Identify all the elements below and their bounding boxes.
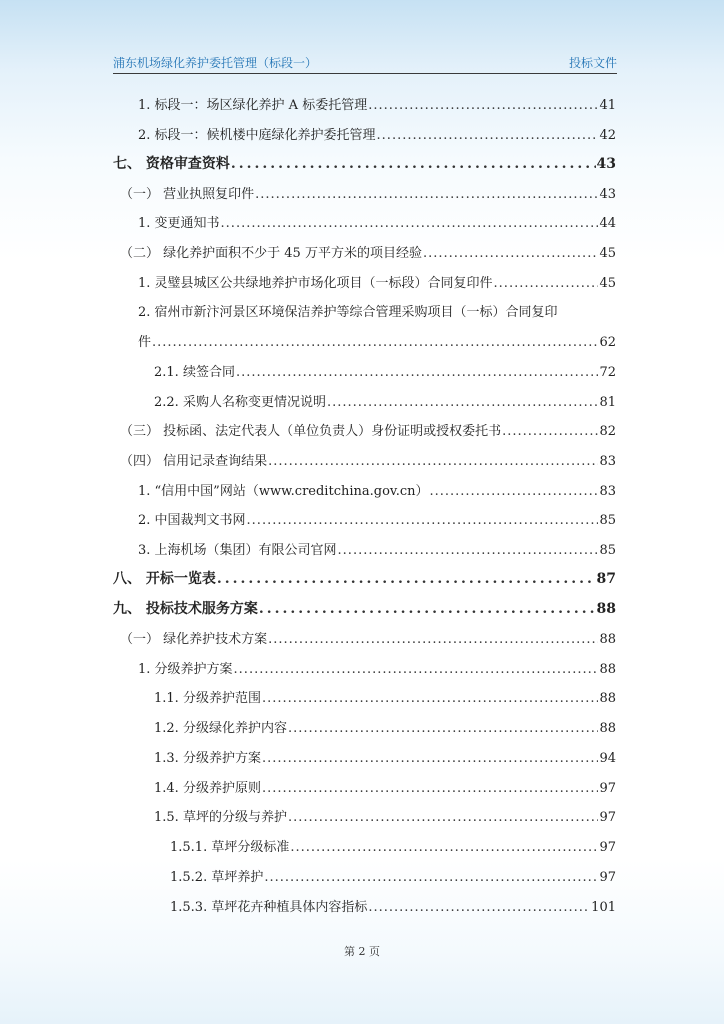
toc-leader	[217, 571, 596, 587]
toc-entry-page: 97	[599, 840, 616, 855]
toc-leader	[264, 870, 598, 885]
toc-entry-page: 83	[599, 454, 616, 469]
toc-entry[interactable]	[120, 183, 616, 203]
toc-entry-page: 83	[599, 484, 616, 499]
toc-entry-page: 43	[599, 187, 616, 202]
toc-entry-page: 88	[596, 601, 616, 617]
toc-entry[interactable]	[170, 836, 616, 856]
toc-entry-title: 1.2. 分级绿化养护内容	[154, 721, 287, 736]
toc-entry[interactable]	[138, 480, 616, 500]
toc-entry-title: 1.1. 分级养护范围	[154, 691, 261, 706]
toc-leader	[247, 513, 599, 528]
toc-leader	[231, 156, 596, 172]
toc-entry-title: 1.4. 分级养护原则	[154, 781, 261, 796]
toc-entry-page: 88	[599, 721, 616, 736]
toc-entry-title: 2.2. 采购人名称变更情况说明	[154, 395, 326, 410]
toc-entry-page: 88	[599, 691, 616, 706]
toc-entry-page: 97	[599, 870, 616, 885]
toc-entry-page: 87	[596, 571, 616, 587]
toc-entry[interactable]	[138, 212, 616, 232]
toc-leader	[288, 721, 599, 736]
toc-leader	[221, 216, 599, 231]
toc-entry-title: 八、 开标一览表	[113, 571, 216, 587]
toc-leader	[494, 276, 599, 291]
toc-entry-page: 41	[599, 98, 616, 113]
toc-entry-page: 85	[599, 543, 616, 558]
toc-leader	[338, 543, 599, 558]
toc-leader	[268, 632, 598, 647]
toc-entry-title: 2. 标段一：候机楼中庭绿化养护委托管理	[138, 128, 376, 143]
toc-leader	[262, 691, 599, 706]
toc-entry-title: 1.3. 分级养护方案	[154, 751, 261, 766]
toc-leader	[502, 424, 598, 439]
toc-entry-page: 88	[599, 662, 616, 677]
toc-leader	[262, 751, 599, 766]
toc-entry[interactable]	[120, 420, 616, 440]
toc-entry[interactable]	[154, 717, 616, 737]
toc-entry-page: 72	[599, 365, 616, 380]
toc-entry[interactable]	[154, 777, 616, 797]
toc-leader	[236, 365, 599, 380]
toc-entry-page: 94	[599, 751, 616, 766]
toc-entry-page: 85	[599, 513, 616, 528]
toc-leader	[259, 601, 596, 617]
toc-entry[interactable]	[120, 450, 616, 470]
toc-entry-title: 1. 分级养护方案	[138, 662, 233, 677]
toc-entry-title: 2.1. 续签合同	[154, 365, 235, 380]
toc-entry-title: 件	[138, 335, 152, 350]
toc-entry-page: 97	[599, 781, 616, 796]
toc-entry-page: 97	[599, 810, 616, 825]
page-header	[113, 51, 617, 74]
toc-entry-title: 七、 资格审查资料	[113, 156, 230, 172]
toc-entry-title: 3. 上海机场（集团）有限公司官网	[138, 543, 337, 558]
header-doc-type: 投标文件	[568, 56, 617, 70]
toc-leader	[288, 810, 599, 825]
toc-chapter[interactable]	[113, 598, 616, 618]
toc-entry[interactable]	[138, 124, 616, 144]
toc-entry[interactable]	[154, 391, 616, 411]
toc-entry[interactable]	[138, 509, 616, 529]
toc-leader	[430, 484, 599, 499]
toc-entry[interactable]	[154, 806, 616, 826]
toc-entry-page: 44	[599, 216, 616, 231]
toc-entry-title: 1. 灵璧县城区公共绿地养护市场化项目（一标段）合同复印件	[138, 276, 493, 291]
toc-chapter[interactable]	[113, 153, 616, 173]
toc-leader	[234, 662, 599, 677]
toc-entry-title: 1.5.1. 草坪分级标准	[170, 840, 290, 855]
toc-entry-page: 88	[599, 632, 616, 647]
toc-entry-title: 1. 变更通知书	[138, 216, 220, 231]
toc-leader	[262, 781, 599, 796]
toc-entry[interactable]	[138, 331, 616, 351]
toc-entry-title: 2. 中国裁判文书网	[138, 513, 246, 528]
toc-entry-title: （二） 绿化养护面积不少于 45 万平方米的项目经验	[120, 246, 422, 261]
toc-entry[interactable]	[154, 361, 616, 381]
toc-entry[interactable]	[154, 687, 616, 707]
toc-leader	[152, 335, 598, 350]
toc-entry-title: （一） 绿化养护技术方案	[120, 632, 268, 647]
toc-leader	[368, 98, 598, 113]
header-project-title: 浦东机场绿化养护委托管理（标段一）	[113, 56, 318, 70]
page-number: 第 2 页	[344, 945, 380, 958]
toc-chapter[interactable]	[113, 568, 616, 588]
toc-entry-title: 1.5.2. 草坪养护	[170, 870, 264, 885]
toc-entry[interactable]	[170, 896, 616, 916]
toc-leader	[268, 454, 598, 469]
toc-leader	[255, 187, 598, 202]
toc-entry-title: 1. “信用中国”网站（www.creditchina.gov.cn）	[138, 484, 429, 499]
toc-entry-page: 45	[599, 246, 616, 261]
toc-entry[interactable]	[138, 272, 616, 292]
toc-leader	[327, 395, 599, 410]
toc-entry-page: 82	[599, 424, 616, 439]
toc-entry-title: （四） 信用记录查询结果	[120, 454, 268, 469]
toc-entry[interactable]	[138, 658, 616, 678]
toc-entry-title: 1.5. 草坪的分级与养护	[154, 810, 287, 825]
toc-entry-title: （三） 投标函、法定代表人（单位负责人）身份证明或授权委托书	[120, 424, 502, 439]
toc-entry-title: 1. 标段一：场区绿化养护 A 标委托管理	[138, 98, 368, 113]
toc-entry-page: 45	[599, 276, 616, 291]
toc-entry-page: 81	[599, 395, 616, 410]
toc-entry-title: 九、 投标技术服务方案	[113, 601, 258, 617]
toc-leader	[368, 900, 590, 915]
toc-leader	[377, 128, 599, 143]
toc-entry-title: （一） 营业执照复印件	[120, 187, 255, 202]
toc-entry-title-line1[interactable]: 2. 宿州市新汴河景区环境保洁养护等综合管理采购项目（一标）合同复印	[138, 305, 558, 320]
toc-entry-page: 62	[599, 335, 616, 350]
toc-entry[interactable]	[120, 628, 616, 648]
toc-entry-page: 42	[599, 128, 616, 143]
toc-entry-title: 1.5.3. 草坪花卉种植具体内容指标	[170, 900, 368, 915]
toc-entry[interactable]	[154, 747, 616, 767]
toc-leader	[290, 840, 598, 855]
toc-entry-page: 43	[596, 156, 616, 172]
toc-entry[interactable]	[120, 242, 616, 262]
toc-entry[interactable]	[138, 94, 616, 114]
toc-entry-page: 101	[591, 900, 616, 915]
toc-entry[interactable]	[170, 866, 616, 886]
toc-entry[interactable]	[138, 539, 616, 559]
toc-leader	[423, 246, 599, 261]
